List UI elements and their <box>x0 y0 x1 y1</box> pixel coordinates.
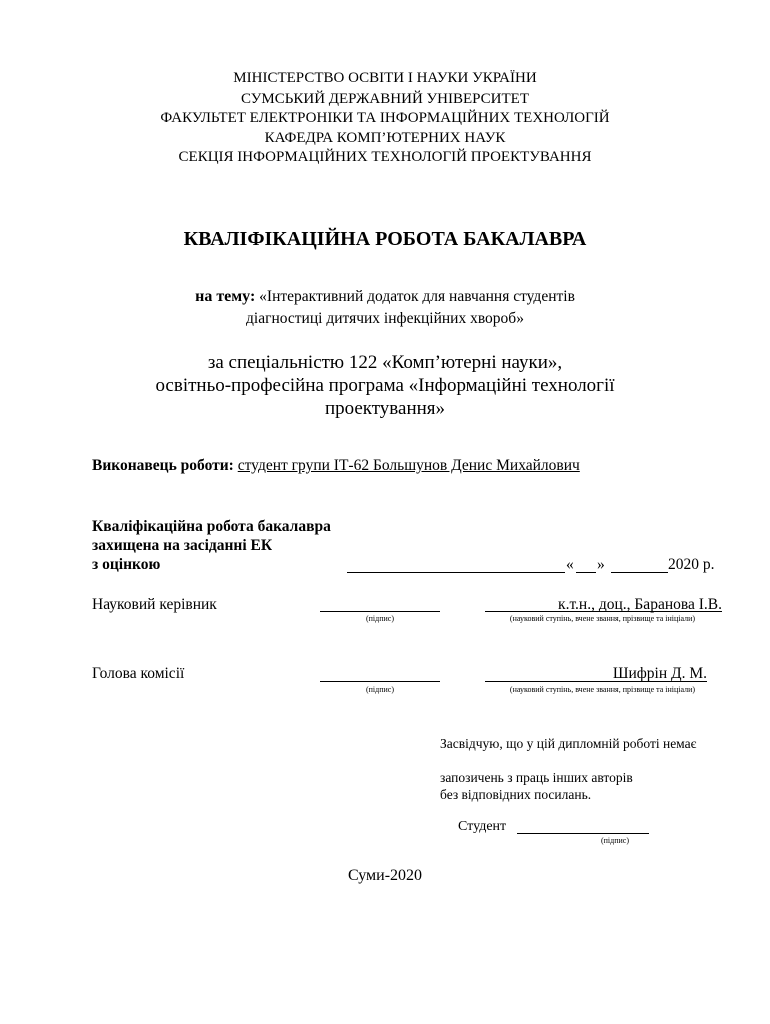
chair-label: Голова комісії <box>92 665 185 682</box>
supervisor-sign-line <box>320 611 440 612</box>
supervisor-name-caption: (науковий ступінь, вчене звання, прізвище та ініціали) <box>509 614 696 623</box>
attestation-line-2: запозичень з праць інших авторів <box>440 770 633 785</box>
supervisor-label: Науковий керівник <box>92 596 217 613</box>
theme-line-1 <box>0 287 770 307</box>
attestation-line-3: без відповідних посилань. <box>440 787 592 802</box>
header-section: СЕКЦІЯ ІНФОРМАЦІЙНИХ ТЕХНОЛОГІЙ ПРОЕКТУВАННЯ <box>178 149 592 165</box>
chair-name-caption: (науковий ступінь, вчене звання, прізвище та ініціали) <box>509 685 696 694</box>
defense-line-1: Кваліфікаційна робота бакалавра <box>92 518 331 535</box>
document-title: КВАЛІФІКАЦІЙНА РОБОТА БАКАЛАВРА <box>183 228 587 250</box>
theme-text-1: «Інтерактивний додаток для навчання студентів <box>259 288 575 305</box>
specialty-line-3: проектування» <box>324 398 446 419</box>
student-label: Студент <box>458 819 507 834</box>
executor-row <box>92 457 580 475</box>
supervisor-sign-caption: (підпис) <box>365 614 394 623</box>
footer-city-year: Суми-2020 <box>347 867 423 884</box>
header-department: КАФЕДРА КОМП’ЮТЕРНИХ НАУК <box>264 130 506 146</box>
year-label: 2020 р. <box>668 556 715 573</box>
specialty-line-2: освітньо-професійна програма «Інформаційні технології <box>155 375 615 396</box>
grade-line <box>347 572 565 573</box>
header-university: СУМСЬКИЙ ДЕРЖАВНИЙ УНІВЕРСИТЕТ <box>240 91 529 107</box>
theme-text-2: діагностиці дитячих інфекційних хвороб» <box>246 310 524 327</box>
student-sign-line <box>517 833 649 834</box>
defense-line-2: захищена на засіданні ЕК <box>92 537 273 554</box>
executor-value: студент групи ІТ-62 Большунов Денис Михайлович <box>237 457 580 474</box>
supervisor-name: к.т.н., доц., Баранова І.В. <box>558 596 722 613</box>
theme-label: на тему: <box>195 288 256 305</box>
chair-sign-line <box>320 681 440 682</box>
defense-line-3: з оцінкою <box>92 556 161 573</box>
executor-label: Виконавець роботи: <box>92 457 234 474</box>
date-open-quote: « <box>566 556 574 573</box>
chair-name: Шифрін Д. М. <box>612 665 707 682</box>
header-faculty: ФАКУЛЬТЕТ ЕЛЕКТРОНІКИ ТА ІНФОРМАЦІЙНИХ ТЕХНОЛОГІЙ <box>160 110 610 126</box>
student-sign-caption: (підпис) <box>600 836 629 845</box>
attestation-line-1: Засвідчую, що у цій дипломній роботі немає <box>440 736 697 751</box>
day-line <box>576 572 596 573</box>
month-line <box>611 572 668 573</box>
header-ministry: МІНІСТЕРСТВО ОСВІТИ І НАУКИ УКРАЇНИ <box>233 70 537 86</box>
chair-sign-caption: (підпис) <box>365 685 394 694</box>
specialty-line-1: за спеціальністю 122 «Комп’ютерні науки», <box>207 352 563 373</box>
date-close-quote: » <box>597 556 605 573</box>
